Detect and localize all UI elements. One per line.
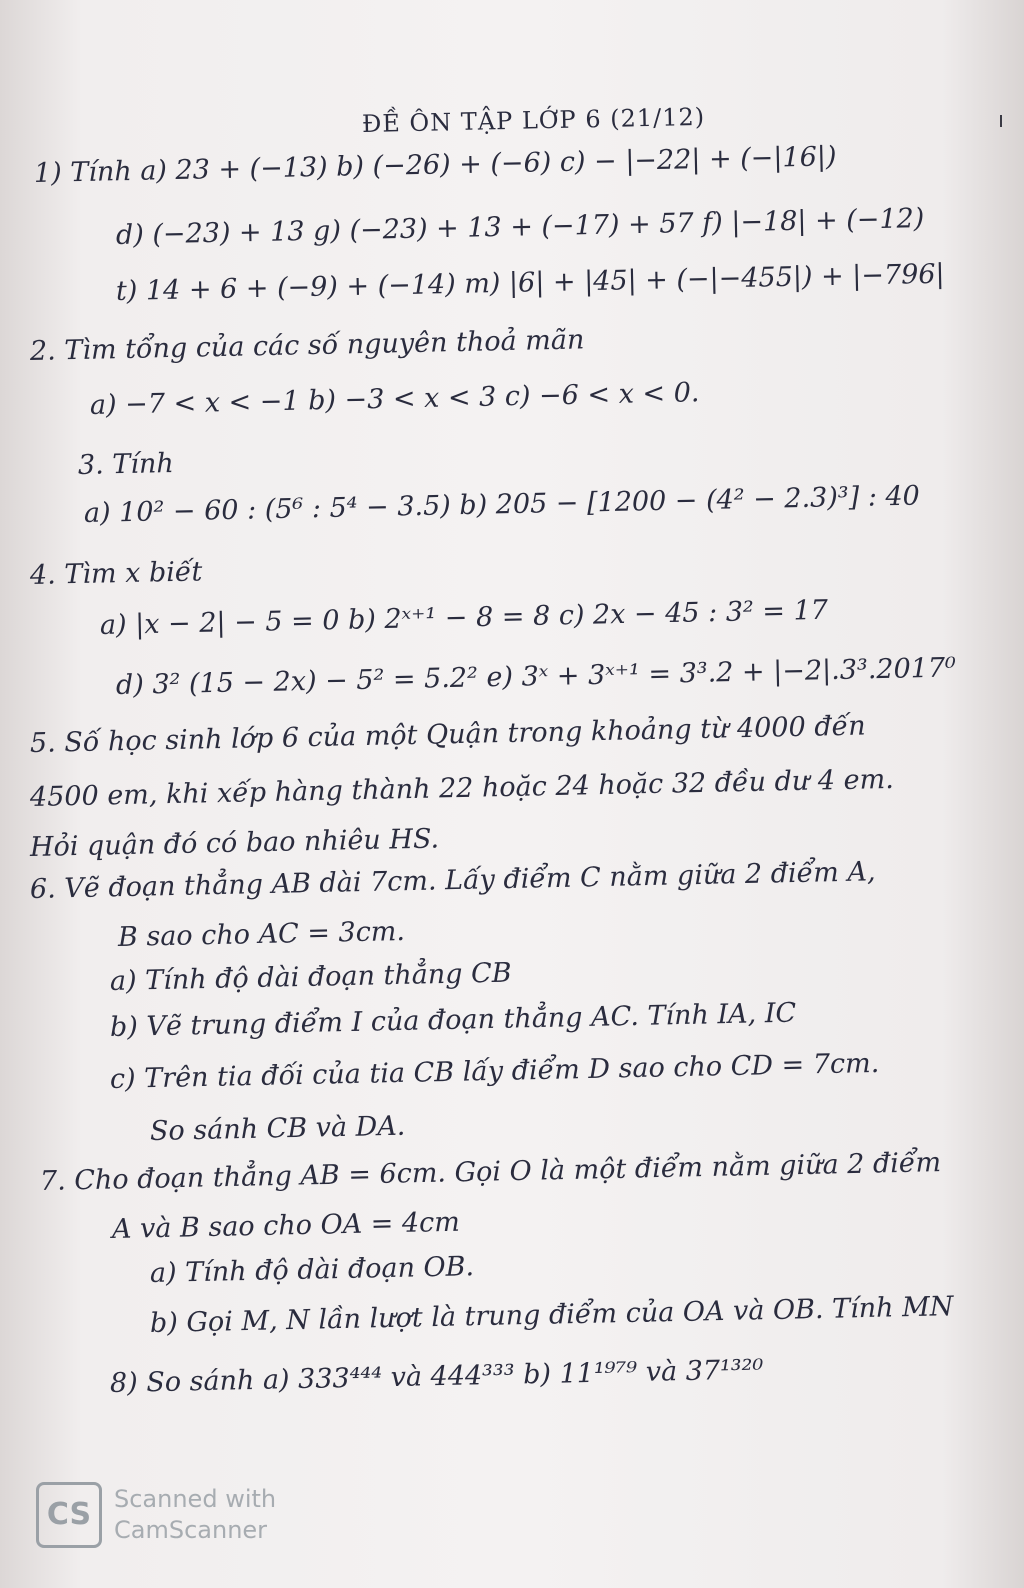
exercise-4-line-2: d) 3² (15 − 2x) − 5² = 5.2² e) 3ˣ + 3ˣ⁺¹ = 3³.2 + |−2|.3³.2017⁰	[115, 652, 957, 701]
exercise-4-line-1: a) |x − 2| − 5 = 0 b) 2ˣ⁺¹ − 8 = 8 c) 2x − 45 : 3² = 17	[99, 594, 829, 641]
exercise-1-line-2: d) (−23) + 13 g) (−23) + 13 + (−17) + 57 f) |−18| + (−12)	[115, 203, 925, 251]
exercise-6-part-a: a) Tính độ dài đoạn thẳng CB	[109, 957, 512, 997]
exercise-5-line-1: 5. Số học sinh lớp 6 của một Quận trong khoảng từ 4000 đến	[29, 710, 866, 759]
scanner-watermark	[36, 1482, 296, 1552]
exercise-2-parts: a) −7 < x < −1 b) −3 < x < 3 c) −6 < x < 0.	[89, 377, 700, 421]
exercise-5-line-2: 4500 em, khi xếp hàng thành 22 hoặc 24 hoặc 32 đều dư 4 em.	[29, 763, 895, 813]
exercise-1-line-3: t) 14 + 6 + (−9) + (−14) m) |6| + |45| + (−|−455|) + |−796|	[115, 258, 945, 307]
edge-mark	[1000, 115, 1002, 127]
page-title: ĐỀ ÔN TẬP LỚP 6 (21/12)	[361, 102, 706, 138]
exercise-6-line-2: B sao cho AC = 3cm.	[117, 915, 406, 953]
camscanner-logo: CS	[36, 1482, 102, 1548]
exercise-1-line-1: 1) Tính a) 23 + (−13) b) (−26) + (−6) c) − |−22| + (−|16|)	[33, 141, 837, 189]
exercise-7-line-2: A và B sao cho OA = 4cm	[111, 1206, 461, 1245]
exercise-6-part-c: c) Trên tia đối của tia CB lấy điểm D sao cho CD = 7cm.	[109, 1047, 880, 1095]
exercise-6-line-1: 6. Vẽ đoạn thẳng AB dài 7cm. Lấy điểm C nằm giữa 2 điểm A,	[29, 856, 876, 905]
exercise-5-line-3: Hỏi quận đó có bao nhiêu HS.	[29, 823, 440, 863]
exercise-7-part-b: b) Gọi M, N lần lượt là trung điểm của OA và OB. Tính MN	[149, 1291, 954, 1339]
exercise-6-part-b: b) Vẽ trung điểm I của đoạn thẳng AC. Tính IA, IC	[109, 997, 797, 1043]
exercise-3-parts: a) 10² − 60 : (5⁶ : 5⁴ − 3.5) b) 205 − [1200 − (4² − 2.3)³] : 40	[83, 480, 921, 529]
watermark-text	[114, 1484, 276, 1546]
watermark-line-1: Scanned with	[114, 1485, 277, 1513]
watermark-line-2: CamScanner	[114, 1516, 268, 1544]
exercise-4-heading: 4. Tìm x biết	[29, 556, 203, 591]
exercise-7-line-1: 7. Cho đoạn thẳng AB = 6cm. Gọi O là một điểm nằm giữa 2 điểm	[39, 1147, 942, 1197]
exercise-2-heading: 2. Tìm tổng của các số nguyên thoả mãn	[29, 324, 585, 367]
exercise-8-line: 8) So sánh a) 333⁴⁴⁴ và 444³³³ b) 11¹⁹⁷⁹ và 37¹³²⁰	[109, 1354, 764, 1399]
exercise-6-part-c-2: So sánh CB và DA.	[149, 1110, 406, 1147]
exercise-3-heading: 3. Tính	[77, 447, 175, 481]
exercise-7-part-a: a) Tính độ dài đoạn OB.	[149, 1251, 475, 1289]
